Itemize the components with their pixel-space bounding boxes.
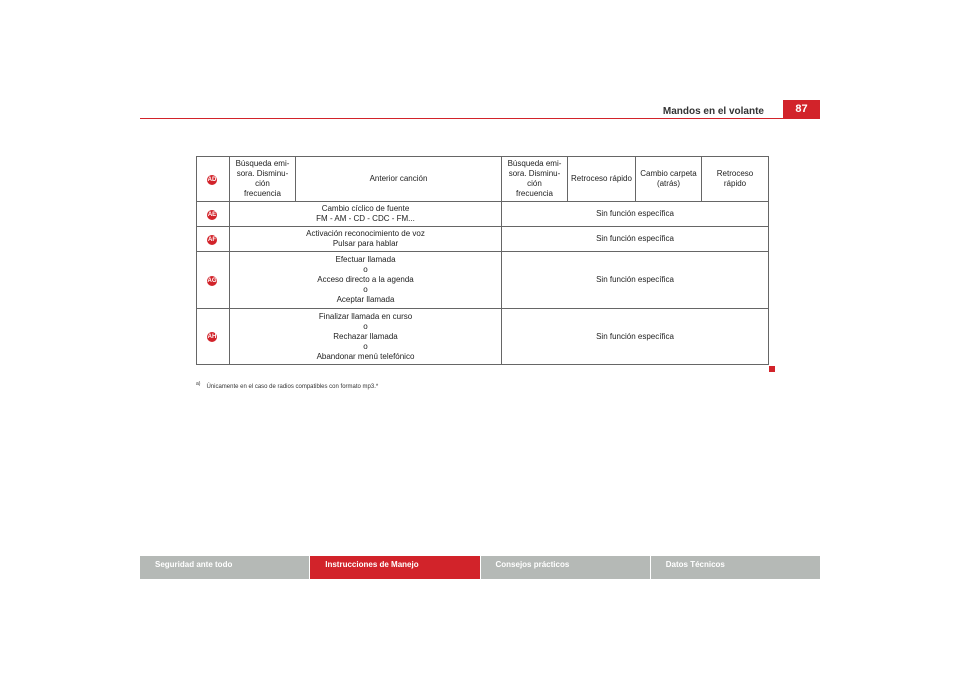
table-row [197,309,769,365]
table-cell: Cambio cíclico de fuente FM - AM - CD - CDC - FM... [230,202,502,227]
table-cell: Sin función específica [502,309,769,365]
table-cell: Sin función específica [502,227,769,252]
table-cell: Cambio carpeta (atrás) [636,157,702,202]
key-badge-icon: AH [207,334,217,340]
footer-tab-consejos[interactable]: Consejos prácticos [481,556,650,579]
footer-tab-seguridad[interactable]: Seguridad ante todo [140,556,309,579]
key-badge-icon: AG [207,277,217,284]
footnote-marker: a) [196,381,201,387]
footer-tab-datos[interactable]: Datos Técnicos [651,556,820,579]
table-cell: Efectuar llamada o Acceso directo a la agenda o Aceptar llamada [230,252,502,309]
header-divider [140,118,820,119]
steering-controls-table [196,156,769,365]
table-cell: Sin función específica [502,252,769,309]
table-cell: Anterior canción [296,157,502,202]
table-cell: Activación reconocimiento de voz Pulsar para hablar [230,227,502,252]
row-key [197,309,230,365]
key-badge-icon: AD [207,176,217,183]
footnote-text: Únicamente en el caso de radios compatibles con formato mp3.* [206,384,379,390]
table-row [197,202,769,227]
row-key [197,202,230,227]
table-cell: Búsqueda emi- sora. Disminu- ción frecuencia [230,157,296,202]
row-key [197,227,230,252]
table-row [197,252,769,309]
table-cell: Sin función específica [502,202,769,227]
table-cell: Retroceso rápido [702,157,769,202]
key-badge-icon: AE [207,211,217,218]
footer-tab-instrucciones[interactable]: Instrucciones de Manejo [310,556,479,579]
footer-nav [140,556,820,579]
footnote [196,381,378,390]
row-key [197,252,230,309]
table-cell: Búsqueda emi- sora. Disminu- ción frecuencia [502,157,568,202]
row-key [197,157,230,202]
page-header-title: Mandos en el volante [662,106,764,117]
key-badge-icon: AF [208,236,216,243]
table-cell: Finalizar llamada en curso o Rechazar llamada o Abandonar menú telefónico [230,309,502,365]
page-number: 87 [783,100,820,118]
table-row [197,157,769,202]
table-cell: Retroceso rápido [568,157,636,202]
section-end-marker [769,366,775,372]
table-row [197,227,769,252]
